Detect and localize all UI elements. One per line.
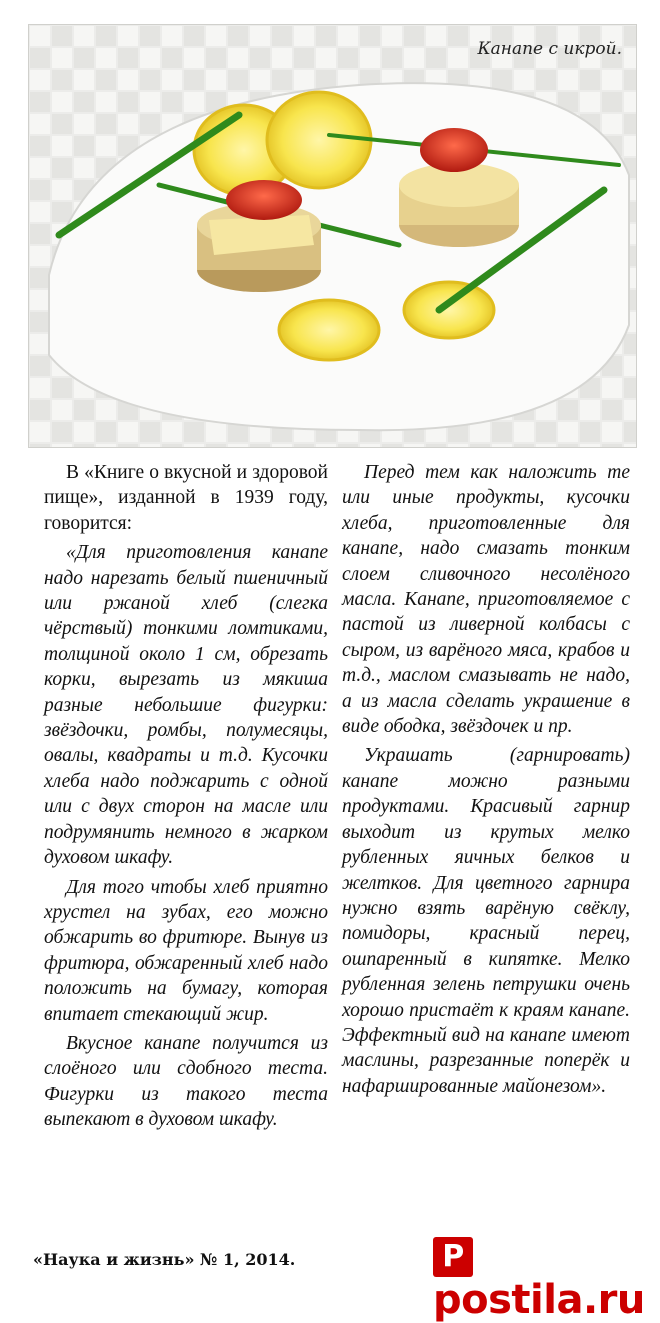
left-column xyxy=(44,460,328,1137)
right-column xyxy=(342,460,630,1103)
paragraph: Перед тем как наложить те или иные продукты, кусочки хлеба, приготовленные для канапе, надо смазать тонким слоем сливочного несолёного масла. Канапе, приготовляемое с пастой из ливерной колбасы с сыром, из варёного мяса, крабов и т.д., маслом смазывать не надо, а из масла сделать украшение в виде ободка, звёздочек и пр. xyxy=(342,462,630,738)
canape-illustration xyxy=(29,25,636,447)
paragraph: В «Книге о вкусной и здоровой пище», изданной в 1939 году, говорится: xyxy=(44,462,328,534)
paragraph: Для того чтобы хлеб приятно хрустел на зубах, его можно обжарить во фритюре. Вынув из фритюра, обжаренный хлеб надо положить на бумагу, которая впитает стекающий жир. xyxy=(44,876,328,1025)
paragraph: Украшать (гарнировать) канапе можно разными продуктами. Красивый гарнир выходит из крутых мелко рубленных яичных белков и желтков. Для цветного гарнира нужно взять варёную свёклу, помидоры, красный перец, ошпаренный в кипятке. Мелко рубленная зелень петрушки очень хорошо пристаёт к краям канапе. Эффектный вид на канапе имеют маслины, разрезанные поперёк и нафаршированные майонезом». xyxy=(342,745,630,1097)
paragraph: Вкусное канапе получится из слоёного или сдобного теста. Фигурки из такого теста выпекают в духовом шкафу. xyxy=(44,1032,328,1131)
photo-caption: Канапе с икрой. xyxy=(477,39,622,59)
canape-photo xyxy=(28,24,637,448)
source-citation: «Наука и жизнь» № 1, 2014. xyxy=(33,1250,296,1269)
watermark xyxy=(433,1226,660,1323)
watermark-text: postila.ru xyxy=(433,1277,645,1323)
watermark-logo-icon: P xyxy=(433,1237,473,1277)
paragraph: «Для приготовления канапе надо нарезать белый пшеничный или ржаной хлеб (слегка чёрствый) тонкими ломтиками, толщиной около 1 см, обрезать корки, вырезать из мякиша разные небольшие фигурки: звёздочки, ромбы, полумесяцы, овалы, квадраты и т.д. Кусочки хлеба надо поджарить с одной или с двух сторон на масле или подрумянить немного в жарком духовом шкафу. xyxy=(44,542,328,869)
